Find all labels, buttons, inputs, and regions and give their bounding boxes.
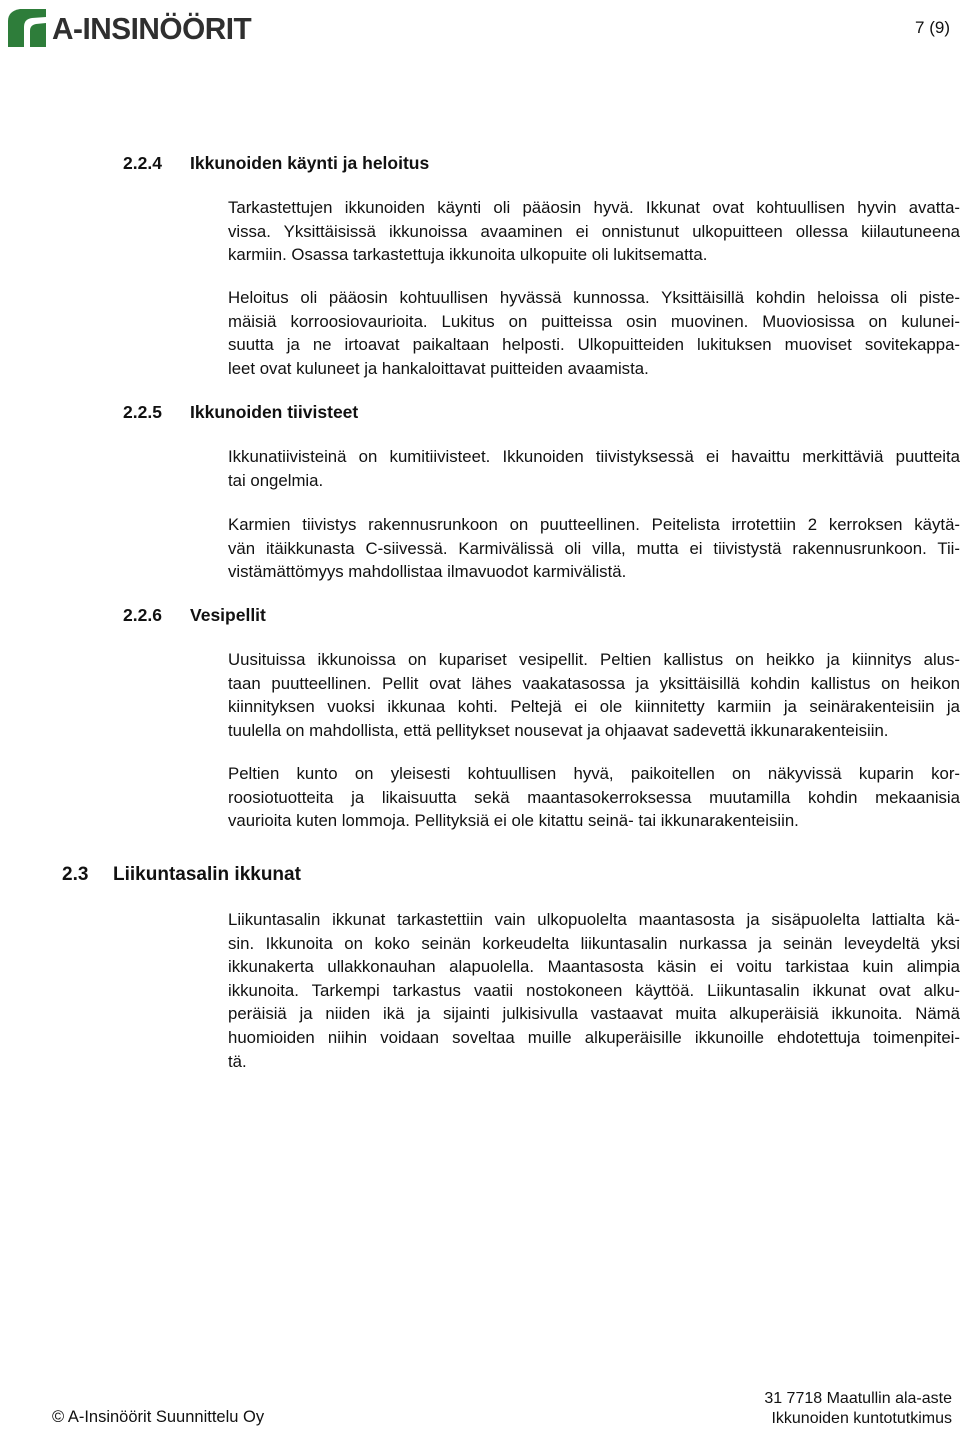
company-logo xyxy=(6,6,260,50)
section-heading-2-2-5 xyxy=(123,402,359,423)
text-line: Liikuntasalin ikkunat tarkastettiin vain ulkopuolelta maantasosta ja sisäpuolelta lattialta kä- xyxy=(228,910,960,929)
paragraph xyxy=(228,648,960,742)
text-line: peräisiä ja niiden ikä ja sijainti julkisivulla vastaavat muita alkuperäisiä ikkunoita. Nämä xyxy=(228,1004,960,1024)
text-line: Tarkastettujen ikkunoiden käynti oli pääosin hyvä. Ikkunat ovat kohtuullisen hyvin avatta- xyxy=(228,198,960,217)
text-line: tai ongelmia. xyxy=(228,470,324,490)
section-number: 2.2.4 xyxy=(123,153,162,173)
section-number: 2.2.5 xyxy=(123,402,162,422)
text-line: leet ovat kuluneet ja hankaloittavat puitteiden avaamista. xyxy=(228,358,649,378)
logo-mark-icon xyxy=(6,7,48,49)
page-number: 7 (9) xyxy=(915,18,950,37)
text-line: karmiin. Osassa tarkastettuja ikkunoita ulkopuite oli lukitsematta. xyxy=(228,245,708,265)
paragraph xyxy=(228,762,960,833)
text-line: suutta ja ne irtoavat paikaltaan helposti. Ulkopuitteiden lukituksen muoviset sovitekappa- xyxy=(228,335,960,355)
paragraph xyxy=(228,908,960,1073)
footer-project-info xyxy=(764,1389,952,1429)
text-line: taan puutteellinen. Pellit ovat lähes vaakatasossa ja yksittäisillä kohdin kallistus on heikon xyxy=(228,673,960,693)
section-title: Ikkunoiden tiivisteet xyxy=(190,402,359,422)
text-line: vän itäikkunasta C-siivessä. Karmivälissä oli villa, mutta ei tiivistystä rakennusrunkoon. Tii- xyxy=(228,538,960,558)
section-title: Liikuntasalin ikkunat xyxy=(113,864,301,885)
text-line: vaurioita kuten lommoja. Pellityksiä ei ole kitattu seinä- tai ikkunarakenteisiin. xyxy=(228,811,799,831)
section-title: Vesipellit xyxy=(190,605,266,625)
text-line: Ikkunatiivisteinä on kumitiivisteet. Ikkunoiden tiivistyksessä ei havaittu merkittäviä puutteita xyxy=(228,447,960,466)
text-line: mäisiä korroosiovaurioita. Lukitus on puitteissa osin muovinen. Muoviosissa on kulunei- xyxy=(228,311,960,331)
section-title: Ikkunoiden käynti ja heloitus xyxy=(190,153,430,173)
footer-document-title: Ikkunoiden kuntotutkimus xyxy=(771,1410,952,1427)
text-line: tuulella on mahdollista, että pellitykset nousevat ja ohjaavat sadevettä ikkunarakenteisiin. xyxy=(228,720,889,740)
text-line: huomioiden niihin voidaan soveltaa muille alkuperäisille ikkunoille ehdotettuja toimenpitei- xyxy=(228,1027,960,1047)
section-number: 2.3 xyxy=(62,864,89,885)
section-number: 2.2.6 xyxy=(123,605,162,625)
text-line: kiinnityksen vuoksi ikkunaa kohti. Peltejä ei ole kiinnitetty karmiin ja seinärakenteisiin ja xyxy=(228,697,960,717)
text-line: ikkunakerta ullakkonauhan alapuolella. Maantasosta käsin ei voitu tarkistaa kuin alimpia xyxy=(228,957,960,977)
text-line: Peltien kunto on yleisesti kohtuullisen hyvä, paikoitellen on näkyvissä kuparin kor- xyxy=(228,764,960,783)
text-line: ikkunoita. Tarkempi tarkastus vaatii nostokoneen käyttöä. Liikuntasalin ikkunat ovat alku- xyxy=(228,980,960,1000)
text-line: vistämättömyys mahdollistaa ilmavuodot karmivälistä. xyxy=(228,562,627,582)
text-line: Uusituissa ikkunoissa on kupariset vesipellit. Peltien kallistus on heikko ja kiinnitys alus- xyxy=(228,650,960,669)
text-line: Heloitus oli pääosin kohtuullisen hyvässä kunnossa. Yksittäisillä kohdin heloissa oli piste- xyxy=(228,288,960,307)
text-line: sin. Ikkunoita on koko seinän korkeudelta liikuntasalin nurkassa ja seinän leveydeltä yksi xyxy=(228,933,960,953)
section-heading-2-3 xyxy=(62,864,301,886)
text-line: Karmien tiivistys rakennusrunkoon on puutteellinen. Peitelista irrotettiin 2 kerroksen käytä- xyxy=(228,515,960,534)
text-line: roosiotuotteita ja likaisuutta sekä maantasokerroksessa muutamilla kohdin mekaanisia xyxy=(228,787,960,807)
logo-text: A-INSINÖÖRIT xyxy=(52,10,252,46)
paragraph xyxy=(228,286,960,380)
text-line: vissa. Yksittäisissä ikkunoissa avaaminen ei onnistunut ulkopuitteen ollessa kiilautuneena xyxy=(228,221,960,241)
section-heading-2-2-4 xyxy=(123,153,430,174)
text-line: tä. xyxy=(228,1051,247,1071)
footer-copyright: © A-Insinöörit Suunnittelu Oy xyxy=(52,1408,265,1426)
footer-project-name: 31 7718 Maatullin ala-aste xyxy=(764,1390,952,1407)
section-heading-2-2-6 xyxy=(123,605,266,626)
paragraph xyxy=(228,445,960,492)
paragraph xyxy=(228,196,960,267)
paragraph xyxy=(228,513,960,584)
